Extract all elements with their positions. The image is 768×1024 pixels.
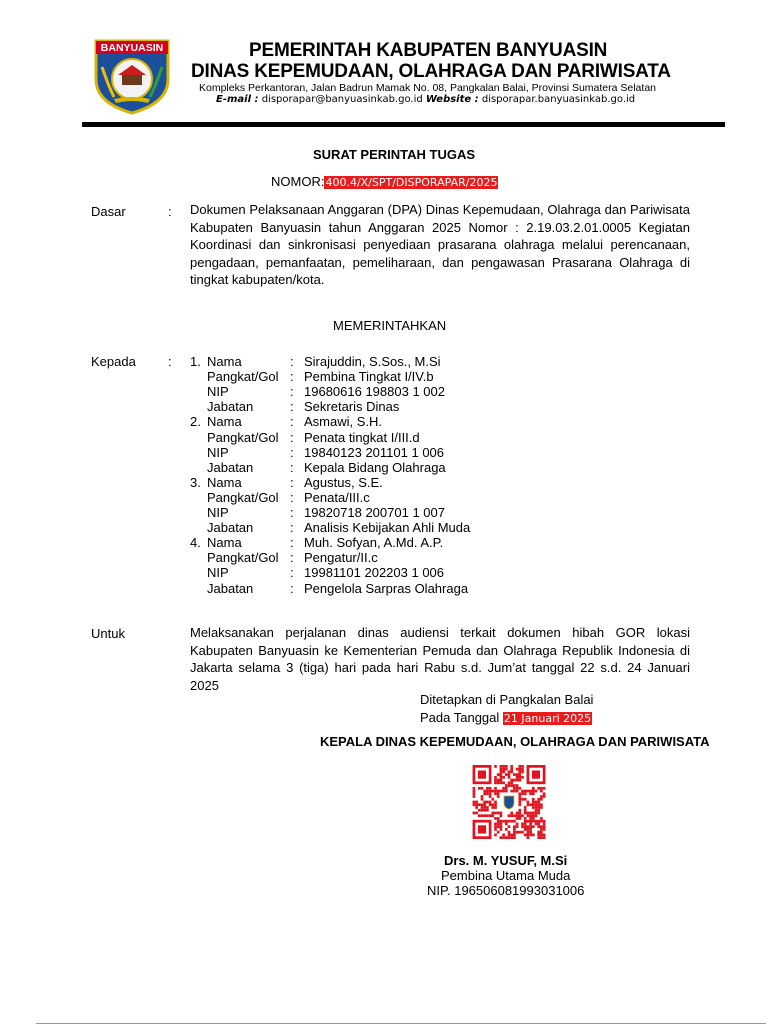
- letterhead-government: PEMERINTAH KABUPATEN BANYUASIN: [249, 40, 608, 61]
- recipient-field-colon: :: [290, 354, 294, 369]
- recipient-field-value: Penata tingkat I/III.d: [304, 429, 420, 445]
- recipient-field-value: Pembina Tingkat I/IV.b: [304, 369, 434, 385]
- recipient-field-label: Nama: [207, 535, 242, 551]
- recipient-field-value: Sekretaris Dinas: [304, 399, 400, 415]
- recipient-field-label: Jabatan: [207, 580, 254, 596]
- recipient-field-label: Jabatan: [207, 399, 254, 415]
- recipient-field-label: Nama: [207, 474, 242, 490]
- letterhead-divider: [82, 122, 725, 127]
- recipient-number: 4.: [190, 535, 201, 551]
- recipient-field-colon: :: [290, 489, 294, 505]
- recipient-field-value: Pengatur/II.c: [304, 550, 378, 566]
- document-title: SURAT PERINTAH TUGAS: [313, 147, 476, 162]
- recipient-field-colon: :: [290, 429, 294, 445]
- banyuasin-logo: [92, 37, 172, 115]
- recipient-field-value: Penata/III.c: [304, 489, 370, 505]
- recipient-field-value: Agustus, S.E.: [304, 474, 383, 490]
- recipient-field-colon: :: [290, 520, 294, 536]
- recipient-field-value: 19820718 200701 1 007: [304, 505, 445, 520]
- recipient-field-value: Kepala Bidang Olahraga: [304, 459, 446, 475]
- recipient-number: 2.: [190, 414, 201, 430]
- recipient-field-colon: :: [290, 369, 294, 385]
- recipient-field-label: Nama: [207, 354, 242, 369]
- kepada-colon: :: [168, 354, 172, 369]
- recipient-number: 1.: [190, 354, 201, 369]
- signatory-name: Drs. M. YUSUF, M.Si: [444, 853, 568, 868]
- recipient-field-value: 19680616 198803 1 002: [304, 384, 445, 400]
- recipient-field-colon: :: [290, 384, 294, 400]
- recipient-field-colon: :: [290, 535, 294, 551]
- recipient-field-value: Sirajuddin, S.Sos., M.Si: [304, 354, 441, 369]
- kepada-label: Kepada: [91, 354, 136, 369]
- recipient-field-colon: :: [290, 414, 294, 430]
- letterhead-contact: E-mail : disporapar@banyuasinkab.go.id Website : disporapar.banyuasinkab.go.id: [216, 94, 636, 105]
- recipient-field-value: Pengelola Sarpras Olahraga: [304, 580, 469, 596]
- recipient-field-label: Pangkat/Gol: [207, 489, 279, 505]
- recipient-field-value: 19981101 202203 1 006: [304, 565, 445, 581]
- recipient-field-value: Analisis Kebijakan Ahli Muda: [304, 520, 471, 536]
- recipient-field-colon: :: [290, 565, 294, 581]
- untuk-text: Melaksanakan perjalanan dinas audiensi terkait dokumen hibah GOR lokasi Kabupaten Banyuasin ke Kementerian Pemuda dan Olahraga Republik Indonesia di Jakarta selama 3 (tiga) hari pada hari Rabu s.d. Jum’at tanggal 22 s.d. 24 Januari 2025: [190, 625, 690, 693]
- recipient-field-label: NIP: [207, 444, 229, 460]
- recipient-field-value: Asmawi, S.H.: [304, 414, 383, 430]
- document-number: NOMOR:400.4/X/SPT/DISPORAPAR/2025: [271, 174, 498, 189]
- recipient-field-label: Jabatan: [207, 459, 254, 475]
- recipient-field-colon: :: [290, 459, 294, 475]
- untuk-label: Untuk: [91, 626, 125, 641]
- recipient-field-value: 19840123 201101 1 006: [304, 444, 445, 460]
- recipient-field-colon: :: [290, 474, 294, 490]
- dasar-label: Dasar: [91, 204, 126, 219]
- dasar-text: Dokumen Pelaksanaan Anggaran (DPA) Dinas Kepemudaan, Olahraga dan Pariwisata Kabupaten Banyuasin tahun Anggaran 2025 Nomor : 2.19.03.2.01.0005 Kegiatan Koordinasi dan sinkronisasi penyediaan prasarana olahraga melalui perencanaan, pengadaan, pemanfaatan, pemeliharaan, dan pengawasan Prasarana Olahraga di tingkat kabupaten/kota.: [190, 202, 690, 287]
- signatory-rank: Pembina Utama Muda: [441, 868, 571, 883]
- dasar-colon: :: [168, 204, 172, 219]
- letterhead-address: Kompleks Perkantoran, Jalan Badrun Mamak No. 08, Pangkalan Balai, Provinsi Sumatera Selatan: [199, 82, 656, 94]
- recipient-field-colon: :: [290, 444, 294, 460]
- recipient-field-label: NIP: [207, 505, 229, 520]
- recipient-field-value: Muh. Sofyan, A.Md. A.P.: [304, 535, 444, 551]
- qr-code: [466, 765, 552, 839]
- recipient-field-colon: :: [290, 399, 294, 415]
- svg-text:BANYUASIN: BANYUASIN: [100, 42, 164, 54]
- recipient-field-label: Pangkat/Gol: [207, 550, 279, 566]
- recipient-field-label: Nama: [207, 414, 242, 430]
- signing-place: Ditetapkan di Pangkalan Balai: [420, 692, 594, 707]
- recipient-field-label: NIP: [207, 384, 229, 400]
- letterhead-department: DINAS KEPEMUDAAN, OLAHRAGA DAN PARIWISATA: [191, 61, 671, 82]
- recipient-number: 3.: [190, 474, 201, 490]
- recipient-field-label: Pangkat/Gol: [207, 369, 279, 385]
- recipient-field-label: Pangkat/Gol: [207, 429, 279, 445]
- recipient-field-label: NIP: [207, 565, 229, 581]
- signatory-nip: NIP. 196506081993031006: [427, 883, 585, 898]
- recipient-field-colon: :: [290, 580, 294, 596]
- signing-date: Pada Tanggal 21 Januari 2025: [420, 710, 592, 725]
- memerintahkan-heading: MEMERINTAHKAN: [333, 318, 447, 333]
- recipient-field-colon: :: [290, 550, 294, 566]
- signatory-position: KEPALA DINAS KEPEMUDAAN, OLAHRAGA DAN PARIWISATA: [320, 734, 710, 749]
- recipient-field-colon: :: [290, 505, 294, 520]
- recipient-field-label: Jabatan: [207, 520, 254, 536]
